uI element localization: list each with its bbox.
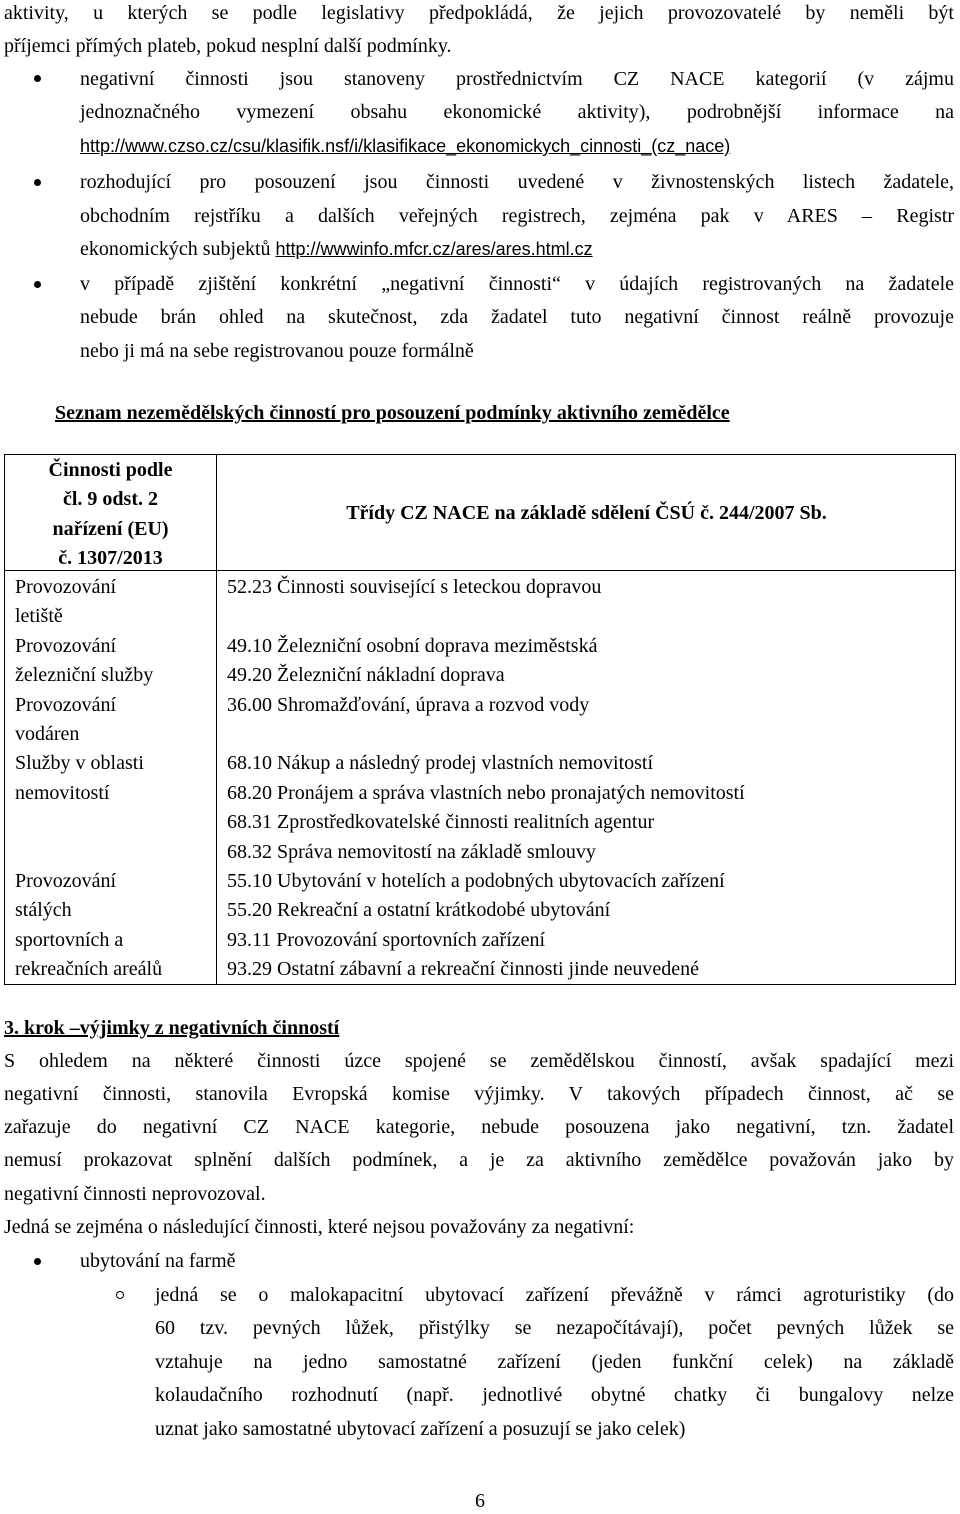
- left-cell-line: nemovitostí: [15, 781, 110, 804]
- step3-p1-line-5: negativní činnosti neprovozoval.: [4, 1183, 266, 1205]
- step3-p1-line-1: S ohledem na některé činnosti úzce spojené se zemědělskou činností, avšak spadající mezi: [4, 1050, 954, 1072]
- bullet-3-line-2: nebude brán ohled na skutečnost, zda žadatel tuto negativní činnost reálně provozuje: [80, 306, 954, 328]
- table-column-divider: [216, 455, 217, 984]
- nace-row: 55.10 Ubytování v hotelích a podobných ubytovacích zařízení: [227, 870, 725, 893]
- bullet-1-line-2: jednoznačného vymezení obsahu ekonomické aktivity), podrobnější informace na: [80, 101, 954, 123]
- step3-heading: 3. krok –výjimky z negativních činností: [4, 1017, 340, 1039]
- left-cell-line: Služby v oblasti: [15, 752, 144, 775]
- left-cell-line: [15, 838, 162, 867]
- nace-row: 68.32 Správa nemovitostí na základě smlouvy: [227, 840, 596, 863]
- intro-line-1: aktivity, u kterých se podle legislativy předpokládá, že jejich provozovatelé by neměli být: [4, 2, 954, 24]
- nace-row: 49.10 Železniční osobní doprava meziměstská: [227, 634, 598, 657]
- left-cell-line: železniční služby: [15, 664, 154, 687]
- bullet-3-line-1: v případě zjištění konkrétní „negativní činnosti“ v údajích registrovaných na žadatele: [80, 273, 954, 295]
- page-number: 6: [475, 1490, 485, 1512]
- bullet-3-line-3: nebo ji má na sebe registrovanou pouze formálně: [80, 340, 474, 362]
- right-column-body: [227, 573, 745, 985]
- header-left-line: nařízení (EU): [52, 517, 169, 540]
- sub-line-5: uznat jako samostatné ubytovací zařízení a posuzují se jako celek): [155, 1418, 686, 1440]
- nace-row: [227, 602, 745, 631]
- sub-line-3: vztahuje na jedno samostatné zařízení (jeden funkční celek) na základě: [155, 1351, 954, 1373]
- bullet-2-line-3: [80, 236, 593, 264]
- step3-p1-line-2: negativní činnosti, stanovila Evropská komise výjimky. V takových případech činnost, ač se: [4, 1083, 954, 1105]
- intro-line-2: příjemci přímých plateb, pokud nesplní další podmínky.: [4, 35, 452, 57]
- left-cell-line: sportovních a: [15, 928, 124, 951]
- header-left-line: Činnosti podle: [48, 459, 173, 481]
- left-cell-line: stálých: [15, 899, 72, 922]
- left-cell-line: Provozování: [15, 634, 117, 657]
- nace-row: 93.11 Provozování sportovních zařízení: [227, 928, 546, 951]
- left-cell-line: Provozování: [15, 870, 117, 893]
- nace-row: 68.10 Nákup a následný prodej vlastních nemovitostí: [227, 752, 654, 775]
- left-cell-line: Provozování: [15, 693, 117, 716]
- nace-row: 49.20 Železniční nákladní doprava: [227, 664, 505, 687]
- bullet-2-line-3-text: ekonomických subjektů: [80, 238, 271, 260]
- bullet-2-line-1: rozhodující pro posouzení jsou činnosti uvedené v živnostenských listech žadatele,: [80, 171, 954, 193]
- header-left-line: č. 1307/2013: [58, 547, 163, 570]
- left-cell-line: [15, 808, 162, 837]
- nace-row: 93.29 Ostatní zábavní a rekreační činnosti jinde neuvedené: [227, 958, 700, 981]
- step3-p1-line-4: nemusí prokazovat splnění dalších podmínek, a je za aktivního zemědělce považován jako by: [4, 1149, 954, 1171]
- step3-p2: Jedná se zejména o následující činnosti, které nejsou považovány za negativní:: [4, 1216, 635, 1238]
- table-heading: Seznam nezemědělských činností pro posouzení podmínky aktivního zemědělce: [55, 402, 730, 424]
- sub-line-1: jedná se o malokapacitní ubytovací zařízení převážně v rámci agroturistiky (do: [155, 1284, 954, 1306]
- bullet-1-line-1: negativní činnosti jsou stanoveny prostřednictvím CZ NACE kategorií (v zájmu: [80, 68, 954, 90]
- nace-row: 68.31 Zprostředkovatelské činnosti realitních agentur: [227, 811, 655, 834]
- ares-link[interactable]: http://wwwinfo.mfcr.cz/ares/ares.html.cz: [275, 239, 593, 259]
- left-column-body: [15, 573, 162, 985]
- bullet-icon: [34, 179, 41, 186]
- header-left-cell: [5, 456, 216, 574]
- left-cell-line: letiště: [15, 605, 63, 628]
- czso-link[interactable]: http://www.czso.cz/csu/klasifik.nsf/i/klasifikace_ekonomickych_cinnosti_(cz_nace): [80, 136, 731, 156]
- header-left-line: čl. 9 odst. 2: [63, 488, 158, 511]
- nace-row: 36.00 Shromažďování, úprava a rozvod vody: [227, 693, 590, 716]
- nace-row: 55.20 Rekreační a ostatní krátkodobé ubytování: [227, 899, 611, 922]
- left-cell-line: Provozování: [15, 576, 117, 598]
- bullet-icon: [34, 75, 41, 82]
- left-cell-line: vodáren: [15, 723, 80, 746]
- circle-bullet-icon: [116, 1291, 124, 1299]
- nace-row: 68.20 Pronájem a správa vlastních nebo pronajatých nemovitostí: [227, 781, 745, 804]
- bullet-icon: [34, 281, 41, 288]
- nace-row: [227, 720, 745, 749]
- nace-row: 52.23 Činnosti související s leteckou dopravou: [227, 576, 602, 598]
- header-right-cell: Třídy CZ NACE na základě sdělení ČSÚ č. 244/2007 Sb.: [346, 502, 827, 524]
- bullet-icon: [34, 1258, 41, 1265]
- sub-line-2: 60 tzv. pevných lůžek, přistýlky se nezapočítávají), počet pevných lůžek se: [155, 1317, 954, 1339]
- sub-line-4: kolaudačního rozhodnutí (např. jednotlivé obytné chatky či bungalovy nelze: [155, 1384, 954, 1406]
- bullet-2-line-2: obchodním rejstříku a dalších veřejných registrech, zejména pak v ARES – Registr: [80, 205, 954, 227]
- step3-p1-line-3: zařazuje do negativní CZ NACE kategorie, nebude posouzena jako negativní, tzn. žadatel: [4, 1116, 954, 1138]
- nace-table: [4, 454, 956, 985]
- left-cell-line: rekreačních areálů: [15, 958, 163, 981]
- item-farm-accommodation: ubytování na farmě: [80, 1250, 236, 1272]
